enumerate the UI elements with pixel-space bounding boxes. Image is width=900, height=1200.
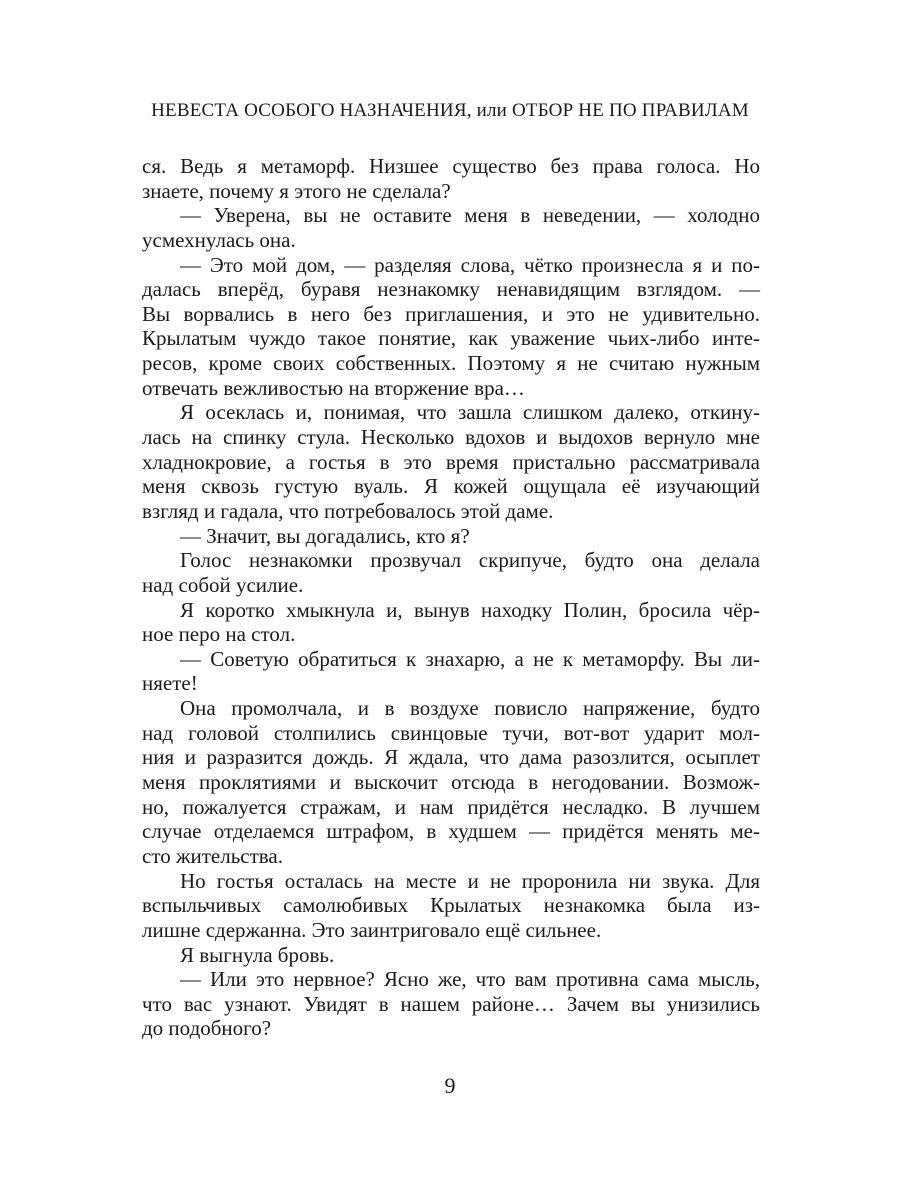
text-line: над головой столпились свинцовые тучи, вот-вот ударит мол- [142,720,760,745]
text-line: Вы ворвались в него без приглашения, и это не удивительно. [142,301,760,326]
text-line: вспыльчивых самолюбивых Крылатых незнакомка была из- [142,893,760,918]
text-line: усмехнулась она. [142,227,296,252]
text-line: ресов, кроме своих собственных. Поэтому я не считаю нужным [142,351,760,376]
text-line: — Уверена, вы не оставите меня в неведении, — холодно [180,203,760,228]
text-line: случае отделаемся штрафом, в худшем — придётся менять ме- [142,819,760,844]
running-header: НЕВЕСТА ОСОБОГО НАЗНАЧЕНИЯ, или ОТБОР НЕ ПО ПРАВИЛАМ [151,100,749,121]
text-line: но, пожалуется стражам, и нам придётся несладко. В лучшем [142,794,760,819]
page-number: 9 [444,1073,456,1098]
text-line: сто жительства. [142,843,283,868]
text-line: няете! [142,671,198,696]
text-line: над собой усилие. [142,572,304,597]
text-line: далась вперёд, буравя незнакомку ненавидящим взглядом. — [142,277,760,302]
text-line: до подобного? [142,1016,272,1041]
text-line: отвечать вежливостью на вторжение вра… [142,375,525,400]
text-line: Но гостья осталась на месте и не проронила ни звука. Для [180,868,760,893]
text-line: хладнокровие, а гостья в это время пристально рассматривала [142,449,760,474]
text-line: Я осеклась и, понимая, что зашла слишком далеко, откину- [180,400,760,425]
text-line: лишне сдержанна. Это заинтриговало ещё сильнее. [142,917,602,942]
text-line: взгляд и гадала, что потребовалось этой даме. [142,498,554,523]
text-line: Голос незнакомки прозвучал скрипуче, будто она делала [180,548,760,573]
text-line: — Значит, вы догадались, кто я? [180,523,470,548]
body-text [142,154,760,1041]
text-line: — Это мой дом, — разделяя слова, чётко произнесла я и по- [180,252,760,277]
text-line: Я выгнула бровь. [180,942,335,967]
text-line: меня сквозь густую вуаль. Я кожей ощущала её изучающий [142,474,760,499]
text-line: ное перо на стол. [142,622,296,647]
text-line: меня проклятиями и выскочит отсюда в негодовании. Возмож- [142,770,760,795]
text-line: Крылатым чуждо такое понятие, как уважение чьих-либо инте- [142,326,760,351]
text-line: знаете, почему я этого не сделала? [142,178,451,203]
text-line: — Или это нервное? Ясно же, что вам противна сама мысль, [180,967,760,992]
text-line: ся. Ведь я метаморф. Низшее существо без права голоса. Но [142,154,760,178]
text-line: Она промолчала, и в воздухе повисло напряжение, будто [180,696,760,721]
text-line: что вас узнают. Увидят в нашем районе… Зачем вы унизились [142,991,760,1016]
text-line: лась на спинку стула. Несколько вдохов и выдохов вернуло мне [142,425,760,450]
text-line: ния и разразится дождь. Я ждала, что дама разозлится, осыплет [142,745,760,770]
text-line: Я коротко хмыкнула и, вынув находку Полин, бросила чёр- [180,597,760,622]
text-line: — Советую обратиться к знахарю, а не к метаморфу. Вы ли- [180,646,760,671]
